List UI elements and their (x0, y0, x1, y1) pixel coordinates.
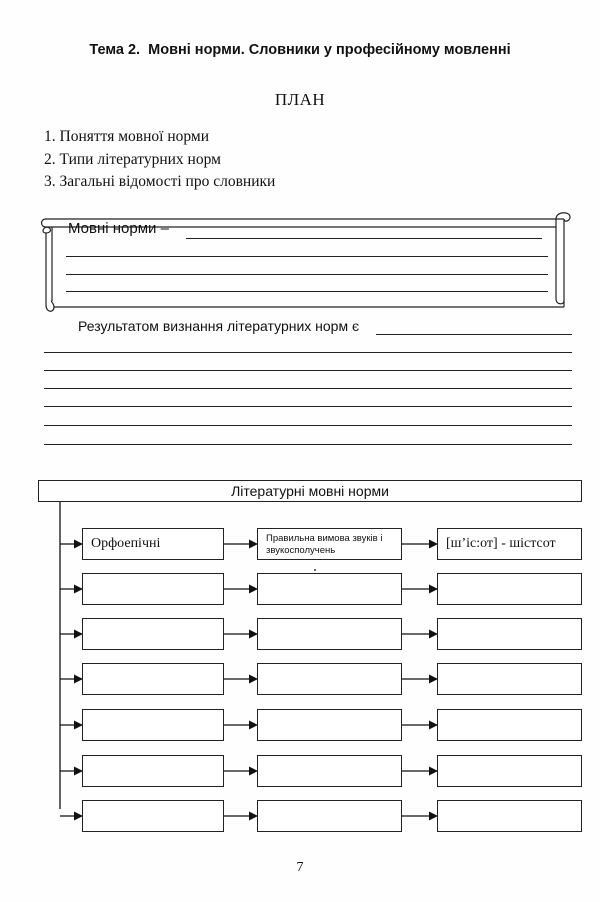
norm-example-box[interactable]: [ш’іс:от] - шістсот (437, 528, 582, 560)
norm-type-box[interactable] (82, 709, 224, 741)
definition-blank-line[interactable] (186, 238, 542, 239)
definition-label: Мовні норми – (68, 220, 169, 237)
result-blank-line[interactable] (376, 334, 572, 335)
plan-title: ПЛАН (274, 90, 326, 109)
result-blank-line[interactable] (44, 388, 572, 389)
topic-number: Тема 2. (89, 42, 141, 58)
norm-example-box[interactable] (437, 709, 582, 741)
norm-description-box[interactable]: Правильна вимова звуків і звукосполучень (257, 528, 402, 560)
norm-description-box[interactable] (257, 573, 402, 605)
plan-item: 2. Типи літературних норм (44, 150, 221, 168)
definition-blank-line[interactable] (66, 291, 548, 292)
norms-diagram-header: Літературні мовні норми (38, 480, 582, 502)
norm-description-box[interactable] (257, 755, 402, 787)
definition-blank-line[interactable] (66, 256, 548, 257)
result-blank-line[interactable] (44, 425, 572, 426)
norm-example-box[interactable] (437, 618, 582, 650)
norm-type-box[interactable] (82, 755, 224, 787)
page-number: 7 (296, 860, 304, 875)
plan-item: 3. Загальні відомості про словники (44, 173, 276, 190)
topic-title (0, 42, 600, 58)
definition-blank-line[interactable] (66, 274, 548, 275)
norm-type-box[interactable] (82, 618, 224, 650)
norm-example-box[interactable] (437, 663, 582, 695)
norm-description-box[interactable] (257, 709, 402, 741)
topic-name: Мовні норми. Словники у професійному мовленні (148, 42, 511, 58)
norm-example-box[interactable] (437, 800, 582, 832)
norm-type-box[interactable] (82, 663, 224, 695)
stray-dot (314, 569, 316, 571)
norm-type-box[interactable]: Орфоепічні (82, 528, 224, 560)
plan-list (44, 126, 275, 194)
norm-description-box[interactable] (257, 618, 402, 650)
norm-description-box[interactable] (257, 800, 402, 832)
norm-type-box[interactable] (82, 573, 224, 605)
norm-type-box[interactable] (82, 800, 224, 832)
plan-item: 1. Поняття мовної норми (44, 128, 209, 145)
result-blank-line[interactable] (44, 406, 572, 407)
result-blank-line[interactable] (44, 444, 572, 445)
norm-example-box[interactable] (437, 755, 582, 787)
result-blank-line[interactable] (44, 370, 572, 371)
norm-example-box[interactable] (437, 573, 582, 605)
result-label: Результатом визнання літературних норм є (78, 318, 360, 334)
result-blank-line[interactable] (44, 352, 572, 353)
norm-description-box[interactable] (257, 663, 402, 695)
